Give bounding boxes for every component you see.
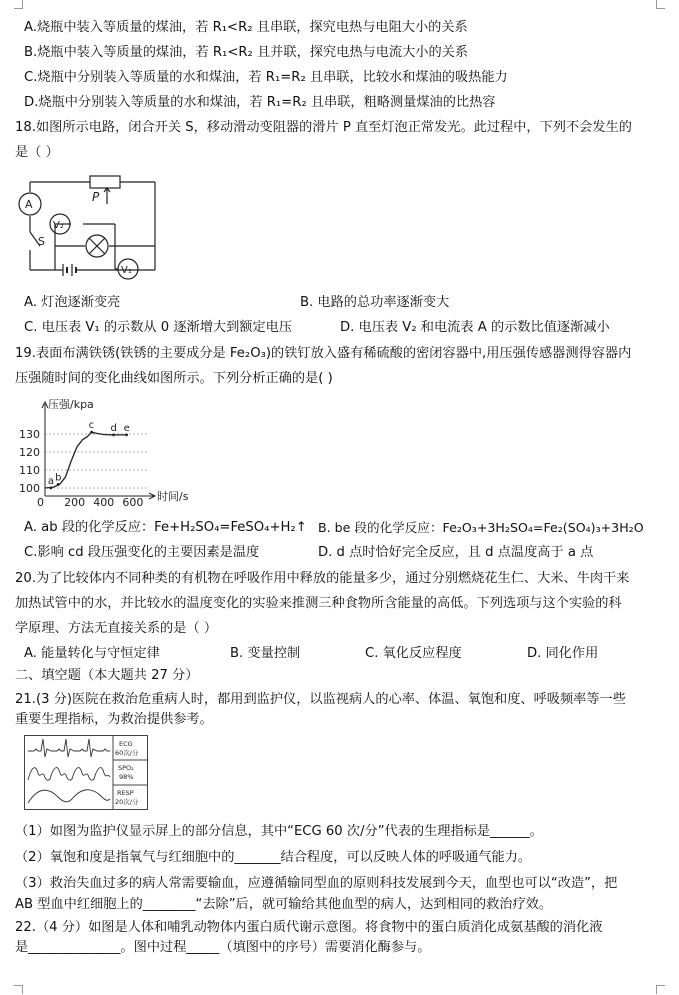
q18-label-P: P (92, 190, 100, 204)
q21-stem-line2: 重要生理指标，为救治提供参考。 (15, 712, 213, 727)
q18-option-c: C. 电压表 V₁ 的示数从 0 逐渐增大到额定电压 (24, 320, 293, 335)
q20-option-d: D. 同化作用 (527, 646, 599, 661)
section-heading-fill-in: 二、填空题（本大题共 27 分） (15, 668, 199, 683)
q20-option-a: A. 能量转化与守恒定律 (24, 646, 160, 661)
q17-option-c: C.烧瓶中分别装入等质量的水和煤油，若 R₁=R₂ 且串联，比较水和煤油的吸热能力 (24, 70, 508, 85)
q19-stem-line2: 压强随时间的变化曲线如图所示。下列分析正确的是( ) (15, 371, 333, 386)
x-tick-label: 200 (64, 496, 86, 509)
x-tick-label: 0 (37, 496, 44, 509)
page-corner-top-left (14, 0, 23, 9)
point-label-c: c (88, 420, 95, 432)
q18-label-ammeter: A (25, 198, 33, 211)
q21-stem-line1: 21.(3 分)医院在救治危重病人时，都用到监护仪，以监视病人的心率、体温、氧饱和度、呼吸频率等一些 (15, 692, 626, 707)
q18-option-d: D. 电压表 V₂ 和电流表 A 的示数比值逐渐减小 (340, 320, 610, 335)
q21-sub2: （2）氧饱和度是指氧气与红细胞中的_______结合程度，可以反映人体的呼吸通气能力。 (15, 850, 532, 865)
point-b (57, 483, 60, 486)
q17-option-a: A.烧瓶中装入等质量的煤油，若 R₁<R₂ 且串联，探究电热与电阻大小的关系 (24, 20, 468, 35)
point-label-d: d (110, 422, 117, 434)
x-axis-label: 时间/s (157, 490, 189, 503)
point-label-a: a (47, 476, 54, 487)
page-corner-bottom-right (656, 985, 665, 994)
q18-label-v2: V₂ (53, 220, 64, 231)
q18-label-switch: S (38, 235, 45, 248)
spo2-label: SPO₂ (118, 764, 134, 772)
q19-pressure-chart (15, 396, 215, 512)
q18-stem-line1: 18.如图所示电路，闭合开关 S，移动滑动变阻器的滑片 P 直至灯泡正常发光。此过程中，下列不会发生的 (15, 120, 632, 135)
point-e (125, 434, 128, 437)
q22-stem-line1: 22.（4 分）如图是人体和哺乳动物体内蛋白质代谢示意图。将食物中的蛋白质消化成氨基酸的消化液 (15, 920, 603, 935)
q19-option-b: B. be 段的化学反应：Fe₂O₃+3H₂SO₄=Fe₂(SO₄)₃+3H₂O (318, 520, 644, 535)
q18-label-v1: V₁ (121, 265, 132, 276)
q19-option-a: A. ab 段的化学反应：Fe+H₂SO₄=FeSO₄+H₂↑ (24, 520, 307, 535)
q19-option-d: D. d 点时恰好完全反应，且 d 点温度高于 a 点 (318, 545, 594, 560)
q17-option-d: D.烧瓶中分别装入等质量的水和煤油，若 R₁=R₂ 且串联，粗略测量煤油的比热容 (24, 95, 496, 110)
q20-stem-line1: 20.为了比较体内不同种类的有机物在呼吸作用中释放的能量多少，通过分别燃烧花生仁、大米、牛肉干来 (15, 571, 630, 586)
q20-stem-line3: 学原理、方法无直接关系的是（ ） (15, 621, 218, 636)
q20-option-c: C. 氧化反应程度 (365, 646, 462, 661)
y-axis-label: 压强/kpa (48, 398, 94, 411)
x-tick-label: 600 (122, 496, 144, 509)
point-a (49, 487, 52, 490)
point-c (90, 431, 93, 434)
ecg-label: ECG (119, 740, 133, 748)
ecg-value: 60次/分 (115, 749, 139, 757)
q21-monitor-figure (24, 735, 148, 810)
y-tick-label: 100 (19, 482, 40, 495)
y-tick-label: 130 (19, 428, 40, 441)
q18-stem-line2: 是（ ） (15, 145, 59, 160)
q17-option-b: B.烧瓶中装入等质量的煤油，若 R₁<R₂ 且并联，探究电热与电流大小的关系 (24, 45, 469, 60)
q21-sub3-line1: （3）救治失血过多的病人常需要输血，应遵循输同型血的原则科技发展到今天，血型也可以“改造”，把 (15, 876, 618, 891)
x-tick-label: 400 (93, 496, 115, 509)
resp-label: RESP (117, 789, 134, 797)
spo2-value: 98% (119, 773, 134, 781)
q21-sub3-line2: AB 型血中红细胞上的________“去除”后，就可输给其他血型的病人，达到相同的救治疗效。 (15, 897, 553, 912)
q19-stem-line1: 19.表面布满铁锈(铁锈的主要成分是 Fe₂O₃)的铁钉放入盛有稀硫酸的密闭容器中,用压强传感器测得容器内 (15, 346, 632, 361)
q20-option-b: B. 变量控制 (230, 646, 301, 661)
y-tick-label: 110 (19, 464, 40, 477)
q21-sub1: （1）如图为监护仪显示屏上的部分信息，其中“ECG 60 次/分”代表的生理指标是______。 (15, 824, 543, 839)
q19-option-c: C.影响 cd 段压强变化的主要因素是温度 (24, 545, 260, 560)
page-corner-bottom-left (14, 985, 23, 994)
y-tick-label: 120 (19, 446, 40, 459)
point-label-e: e (123, 422, 130, 434)
q18-circuit-diagram (15, 172, 165, 284)
q22-stem-line2: 是______________。图中过程_____（填图中的序号）需要消化酶参与。 (15, 940, 431, 955)
page-corner-top-right (656, 0, 665, 9)
point-label-b: b (55, 472, 62, 484)
q18-option-b: B. 电路的总功率逐渐变大 (300, 295, 450, 310)
q18-option-a: A. 灯泡逐渐变亮 (24, 295, 121, 310)
resp-value: 20次/分 (115, 798, 139, 806)
point-d (112, 434, 115, 437)
q20-stem-line2: 加热试管中的水，并比较水的温度变化的实验来推测三种食物所含能量的高低。下列选项与这个实验的科 (15, 596, 622, 611)
